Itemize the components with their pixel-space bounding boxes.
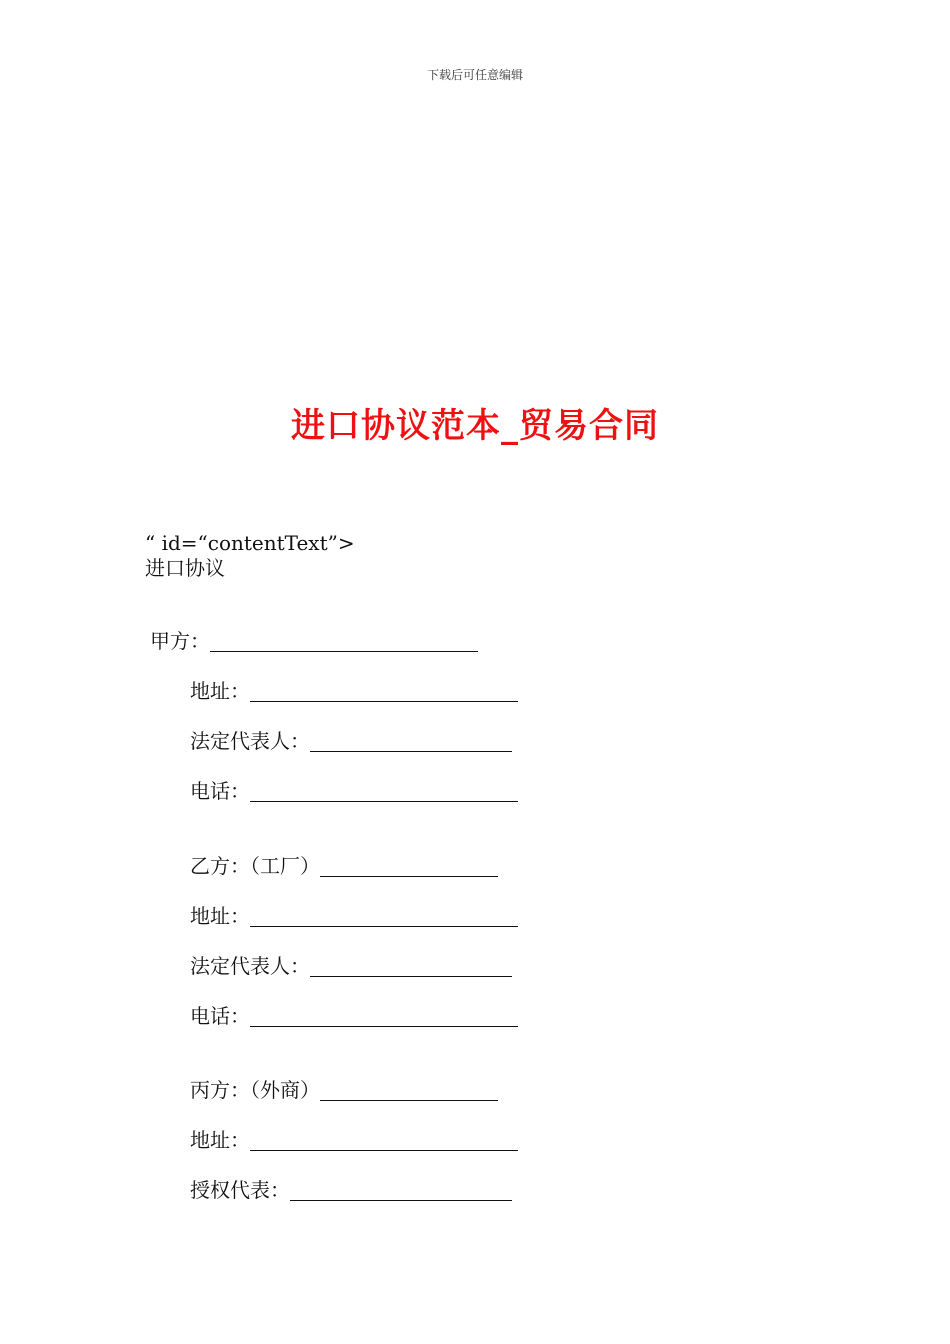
party-c-authorized-rep-row	[190, 1177, 512, 1203]
party-c-address-blank[interactable]	[250, 1130, 518, 1151]
document-subtitle: 进口协议	[145, 556, 225, 580]
party-a-legal-rep-blank[interactable]	[310, 731, 512, 752]
party-a-phone-label: 电话：	[190, 779, 250, 803]
party-c-name-blank[interactable]	[320, 1080, 498, 1101]
party-a-legal-rep-row	[190, 728, 512, 754]
party-b-legal-rep-label: 法定代表人：	[190, 954, 310, 978]
party-b-heading-row	[190, 853, 498, 879]
party-b-address-row	[190, 903, 518, 929]
party-c-address-label: 地址：	[190, 1128, 250, 1152]
party-b-address-label: 地址：	[190, 904, 250, 928]
party-b-phone-blank[interactable]	[250, 1006, 518, 1027]
party-c-heading: 丙方：（外商）	[190, 1078, 320, 1102]
party-b-heading: 乙方：（工厂）	[190, 854, 320, 878]
document-title: 进口协议范本_贸易合同	[291, 406, 659, 446]
party-c-authorized-rep-blank[interactable]	[290, 1180, 512, 1201]
party-c-authorized-rep-label: 授权代表：	[190, 1178, 290, 1202]
party-a-heading-row	[150, 628, 478, 654]
party-a-legal-rep-label: 法定代表人：	[190, 729, 310, 753]
party-c-address-row	[190, 1127, 518, 1153]
party-b-legal-rep-blank[interactable]	[310, 956, 512, 977]
party-a-phone-row	[190, 778, 518, 804]
party-b-legal-rep-row	[190, 953, 512, 979]
party-a-name-blank[interactable]	[210, 631, 478, 652]
raw-markup-fragment: “ id=“contentText”>	[145, 531, 355, 555]
party-c-heading-row	[190, 1077, 498, 1103]
party-a-address-blank[interactable]	[250, 681, 518, 702]
header-note: 下载后可任意编辑	[426, 68, 523, 82]
party-b-phone-row	[190, 1003, 518, 1029]
party-a-heading: 甲方：	[150, 629, 210, 653]
party-b-phone-label: 电话：	[190, 1004, 250, 1028]
party-a-address-label: 地址：	[190, 679, 250, 703]
party-a-address-row	[190, 678, 518, 704]
party-b-name-blank[interactable]	[320, 856, 498, 877]
party-a-phone-blank[interactable]	[250, 781, 518, 802]
party-b-address-blank[interactable]	[250, 906, 518, 927]
